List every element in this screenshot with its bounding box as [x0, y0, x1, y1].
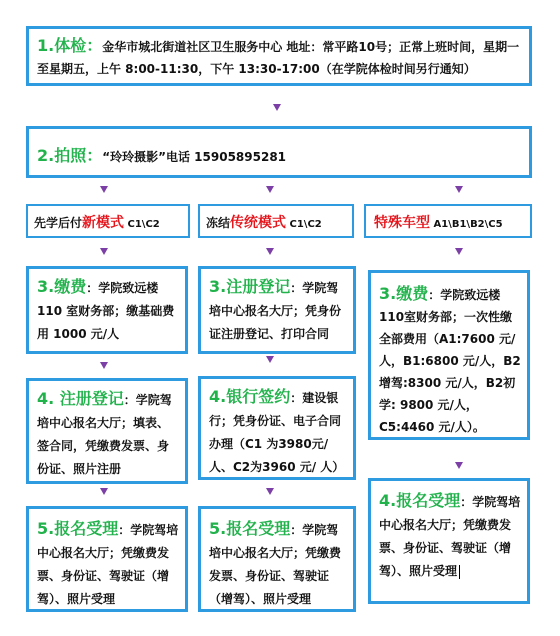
- arrow-2-mode3: [455, 186, 463, 193]
- arrow-1-2: [273, 104, 281, 111]
- col1-accept-text: ：学院驾培中心报名大厅；凭缴费发票、身份证、驾驶证（增驾）、照片受理: [37, 523, 179, 606]
- arrow-mode2-c2: [266, 248, 274, 255]
- step2-content: [37, 143, 286, 166]
- arrow-col3-pay-accept: [455, 462, 463, 469]
- step1-box: [26, 26, 532, 86]
- col3-accept-text: ：学院驾培中心报名大厅；凭缴费发票、身份证、驾驶证（增驾）、照片受理: [379, 495, 521, 578]
- mode-new-suffix: C1\C2: [124, 219, 160, 230]
- col2-accept-text: ：学院驾培中心报名大厅；凭缴费发票、身份证、驾驶证（增驾）、照片受理: [209, 523, 342, 606]
- col1-reg-box: [26, 378, 188, 484]
- step2-text: “玲玲摄影”电话 15905895281: [102, 150, 287, 164]
- col2-accept-head: 5.报名受理: [209, 519, 291, 538]
- col2-bank-text: ：建设银行；凭身份证、电子合同办理（C1 为3980元/人、C2为3960 元/ 人）: [209, 391, 345, 474]
- mode-new-prefix: 先学后付: [34, 216, 83, 230]
- step2-box: [26, 126, 532, 178]
- arrow-col2-bank-accept: [266, 488, 274, 495]
- arrow-mode3-c3: [455, 248, 463, 255]
- mode-traditional-label: 传统模式: [230, 215, 287, 231]
- mode-special-suffix: A1\B1\B2\C5: [430, 219, 503, 230]
- col1-reg-head: 4. 注册登记: [37, 389, 124, 408]
- col3-accept-box: [368, 478, 530, 604]
- col3-pay-text: ：学院致远楼 110室财务部；一次性缴全部费用（A1:7600 元/人，B1:6800 元/人，B2增驾:8300 元/人，B2初学: 9800 元/人，C5:4460 元/人）。: [379, 288, 521, 434]
- mode-new-label: 新模式: [82, 215, 125, 231]
- mode-special-label: 特殊车型: [374, 215, 430, 231]
- col1-accept-head: 5.报名受理: [37, 519, 119, 538]
- col3-pay-box: [368, 270, 530, 440]
- col2-accept-box: [198, 506, 356, 612]
- mode-box-special: [364, 204, 532, 238]
- arrow-2-mode1: [100, 186, 108, 193]
- text-cursor: [459, 565, 460, 579]
- step1-text: 金华市城北街道社区卫生服务中心 地址：常平路10号；正常上班时间，星期一至星期五，上午 8:00-11:30，下午 13:30-17:00（在学院体检时间另行通知）: [37, 40, 520, 76]
- arrow-col1-pay-reg: [100, 362, 108, 369]
- mode-traditional-suffix: C1\C2: [286, 219, 322, 230]
- arrow-2-mode2: [266, 186, 274, 193]
- col3-pay-head: 3.缴费: [379, 284, 429, 303]
- mode-box-traditional: [198, 204, 354, 238]
- arrow-col1-reg-accept: [100, 488, 108, 495]
- col2-bank-head: 4.银行签约: [209, 387, 291, 406]
- mode-traditional-prefix: 冻结: [206, 216, 231, 230]
- col1-pay-box: [26, 266, 188, 354]
- col3-accept-head: 4.报名受理: [379, 491, 461, 510]
- col2-reg-text: ：学院驾培中心报名大厅；凭身份证注册登记、打印合同: [209, 281, 342, 341]
- col1-pay-text: ：学院致远楼 110 室财务部；缴基础费用 1000 元/人: [37, 281, 175, 341]
- col1-accept-box: [26, 506, 188, 612]
- col2-bank-box: [198, 376, 356, 480]
- col2-reg-box: [198, 266, 356, 354]
- arrow-mode1-c1: [100, 248, 108, 255]
- col1-reg-text: ：学院驾培中心报名大厅；填表、签合同，凭缴费发票、身份证、照片注册: [37, 393, 172, 476]
- step1-head: 1.体检：: [37, 36, 103, 55]
- arrow-col2-reg-bank: [266, 356, 274, 363]
- mode-box-new: [26, 204, 190, 238]
- col2-reg-head: 3.注册登记: [209, 277, 291, 296]
- step1-content: [37, 35, 521, 80]
- col1-pay-head: 3.缴费: [37, 277, 87, 296]
- step2-head: 2.拍照：: [37, 146, 103, 165]
